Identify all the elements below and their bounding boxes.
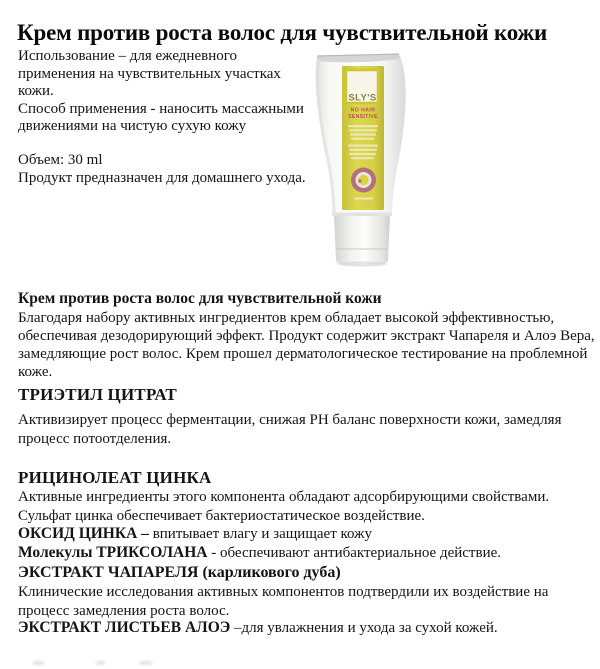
description-paragraph	[18, 309, 595, 381]
ingredient-paragraph-chaparel	[18, 583, 548, 620]
description-line: Благодаря набору активных ингредиентов крем обладает высокой эффективностью,	[18, 310, 555, 326]
ingredient-line: процесс замедления роста волос.	[18, 602, 230, 619]
intro-line: движениями на чистую сухую кожу	[18, 118, 247, 134]
description-heading: Крем против роста волос для чувствительной кожи	[18, 290, 382, 307]
ingredient-term: Молекулы ТРИКСОЛАНА	[18, 544, 208, 561]
ingredient-line-aloe	[18, 619, 498, 637]
product-tube-drawing	[299, 50, 429, 270]
faded-cutoff-text-artifact	[96, 661, 105, 665]
ingredient-heading-trietil: ТРИЭТИЛ ЦИТРАТ	[18, 385, 177, 404]
tube-shoulder	[332, 213, 392, 217]
ingredient-line-oxid	[18, 525, 372, 543]
ingredient-line: Активные ингредиенты этого компонента обладают адсорбирующими свойствами.	[18, 489, 550, 505]
cap-base-shadow	[337, 261, 387, 266]
intro-paragraph	[18, 48, 304, 136]
volume-paragraph	[18, 151, 306, 187]
product-tube-image	[299, 50, 429, 270]
ingredient-line: Активизирует процесс ферментации, снижая PH баланс поверхности кожи, замедляя	[18, 412, 562, 428]
label-circle-logo	[351, 168, 376, 193]
intro-line: Использование – для ежедневного	[18, 48, 237, 64]
faded-cutoff-text-artifact	[33, 661, 44, 665]
ingredient-term: ЭКСТРАКТ ЛИСТЬЕВ АЛОЭ	[18, 619, 231, 636]
ingredient-heading-ricinoleat: РИЦИНОЛЕАТ ЦИНКА	[18, 468, 212, 487]
ingredient-line: Клинические исследования активных компонентов подтвердили их воздействие на	[18, 584, 549, 600]
volume-line: Объем: 30 ml	[18, 152, 103, 168]
ingredient-line: Сульфат цинка обеспечивает бактериостатическое воздействие.	[18, 507, 425, 524]
ingredient-heading-chaparel: ЭКСТРАКТ ЧАПАРЕЛЯ (карликового дуба)	[18, 564, 341, 581]
ingredient-desc: - обеспечивают антибактериальное действие.	[207, 545, 502, 561]
ingredient-term: ОКСИД ЦИНКА –	[18, 525, 149, 542]
ingredient-paragraph-trietil	[18, 411, 561, 448]
brand-text: SLY'S	[348, 92, 377, 104]
intro-line: кожи.	[18, 83, 54, 99]
description-line: обеспечивая дезодорирующий эффект. Продукт содержит экстракт Чапареля и Алоэ Вера,	[18, 328, 595, 344]
ingredient-desc: –для увлажнения и ухода за сухой кожей.	[230, 620, 498, 636]
description-line: замедляющие рост волос. Крем прошел дерматологическое тестирование на проблемной	[18, 346, 588, 362]
intro-line: Способ применения - наносить массажными	[18, 100, 304, 117]
intro-line: применения на чувствительных участках	[18, 65, 281, 82]
faded-cutoff-text-artifact	[139, 661, 152, 665]
label-product-name-line1: NO HAIR	[350, 107, 376, 114]
ingredient-paragraph-ricinoleat	[18, 488, 549, 525]
volume-line: Продукт предназначен для домашнего ухода.	[18, 170, 306, 186]
ingredient-desc: впитывает влагу и защищает кожу	[148, 526, 373, 542]
tube-cap	[334, 216, 390, 266]
description-line: коже.	[18, 364, 53, 380]
label-microtext-footer	[354, 198, 373, 200]
ingredient-line: процесс потоотделения.	[18, 430, 172, 447]
ingredient-line-triksolan	[18, 544, 501, 562]
page-title: Крем против роста волос для чувствительной кожи	[17, 20, 548, 45]
label-product-name-line2: SENSITIVE	[348, 114, 378, 120]
